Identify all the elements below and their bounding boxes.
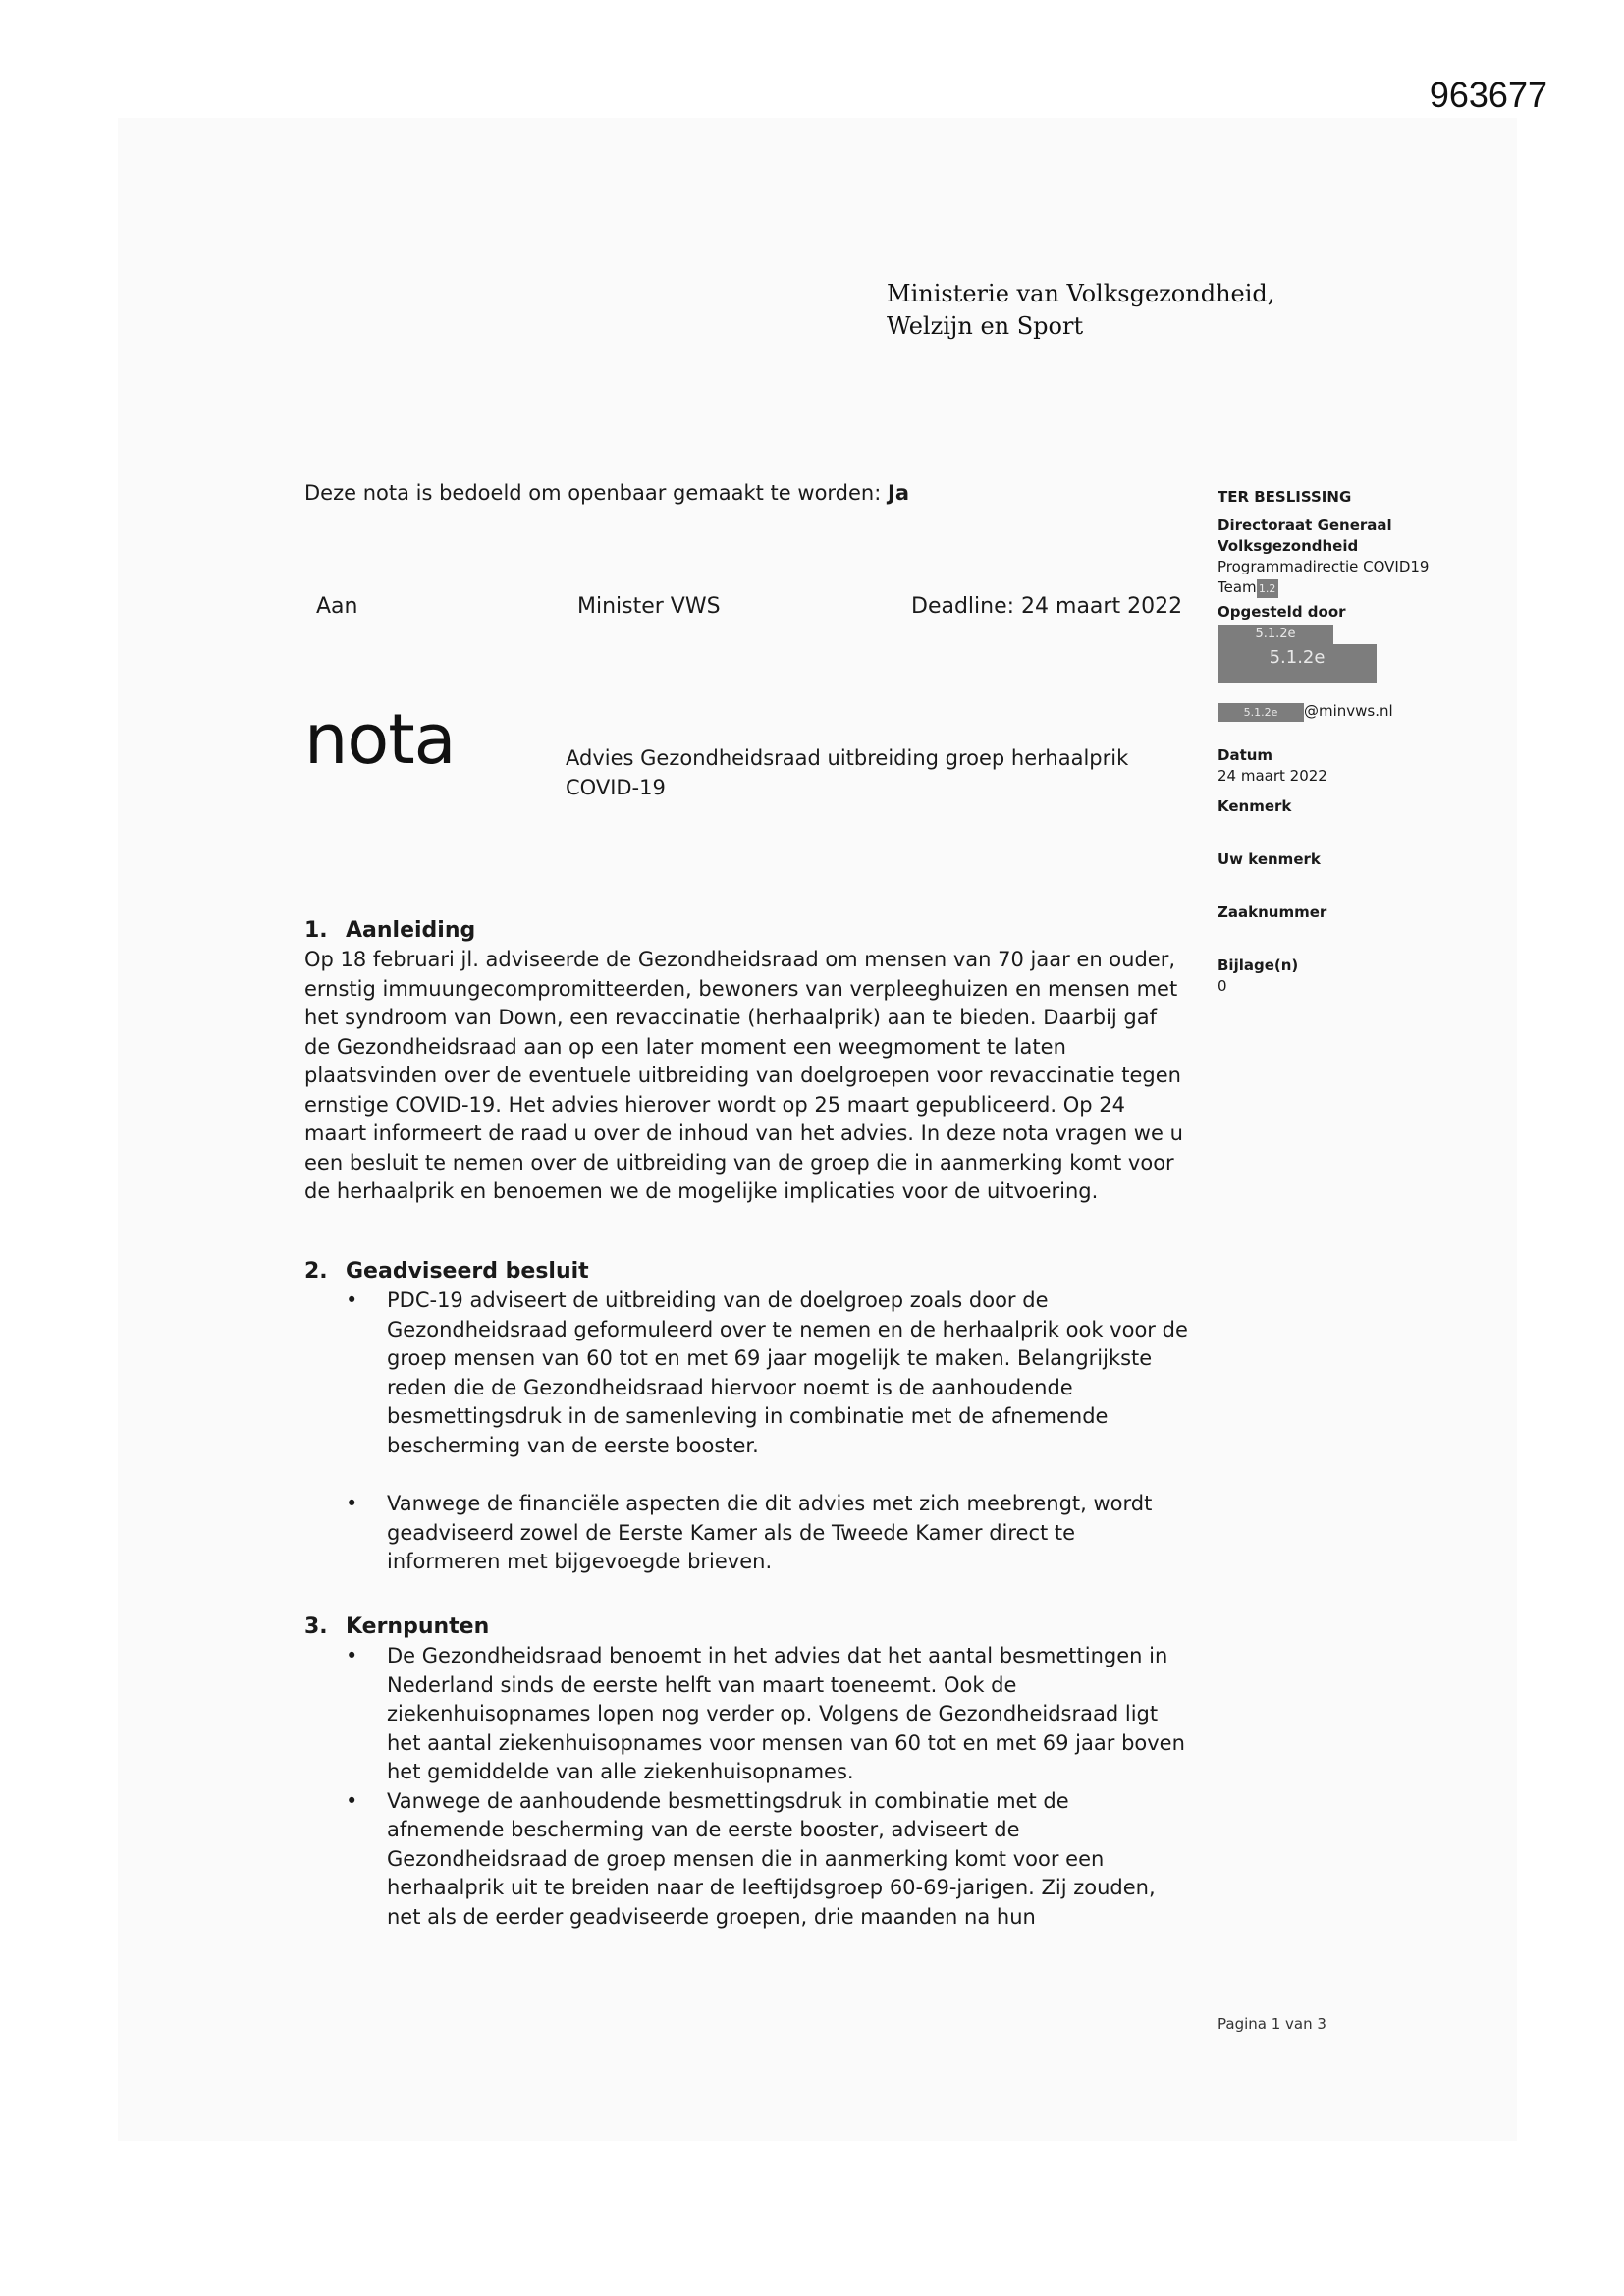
openbaar-label: Deze nota is bedoeld om openbaar gemaakt te worden: <box>304 481 882 505</box>
list-item <box>304 1490 1188 1577</box>
opgesteld-redaction-large: 5.1.2e <box>1218 644 1377 683</box>
bijlagen-value: 0 <box>1218 977 1227 995</box>
programmadirectie: Programmadirectie COVID19 <box>1218 558 1430 575</box>
section-title: Aanleiding <box>346 918 476 943</box>
opgesteld-label: Opgesteld door <box>1218 603 1346 621</box>
section-paragraph: Op 18 februari jl. adviseerde de Gezondheidsraad om mensen van 70 jaar en ouder, ernstig immuungecompromitteerden, bewoners van verpleeghuizen en mensen met het syndroom van Down, een revaccinatie (herhaalprik) aan te bieden. Daarbij gaf de Gezondheidsraad aan op een later moment een weegmoment te laten plaatsvinden over de eventuele uitbreiding van doelgroepen voor revaccinatie tegen ernstige COVID-19. Het advies hierover wordt op 25 maart gepubliceerd. Op 24 maart informeert de raad u over de inhoud van het advies. In deze nota vragen we u een besluit te nemen over de uitbreiding van de groep die in aanmerking komt voor de herhaalprik en benoemen we de mogelijke implicaties voor de uitvoering. <box>304 948 1183 1203</box>
bullet-icon: • <box>346 1788 358 1813</box>
section-geadviseerd-besluit <box>304 1256 1188 1577</box>
list-item-text: PDC-19 adviseert de uitbreiding van de doelgroep zoals door de Gezondheidsraad geformuleerd over te nemen en de herhaalprik ook voor de groep mensen van 60 tot en met 69 jaar mogelijk te maken. Belangrijkste reden die de Gezondheidsraad hiervoor noemt is de aanhoudende besmettingsdruk in de samenleving in combinatie met de afnemende bescherming van de eerste booster. <box>387 1288 1188 1457</box>
ministry-line-1: Ministerie van Volksgezondheid, <box>887 280 1275 307</box>
email-redaction: 5.1.2e <box>1218 703 1304 722</box>
list-item <box>304 1787 1188 1933</box>
section-heading <box>304 1612 1188 1642</box>
opgesteld-redaction-small: 5.1.2e <box>1218 625 1333 644</box>
section-title: Geadviseerd besluit <box>346 1259 589 1284</box>
zaaknummer-label: Zaaknummer <box>1218 903 1327 921</box>
section-heading <box>304 915 1188 946</box>
directoraat-line-1: Directoraat Generaal <box>1218 517 1392 534</box>
ter-beslissing: TER BESLISSING <box>1218 488 1352 506</box>
bullet-list <box>304 1642 1188 1932</box>
bullet-icon: • <box>346 1644 358 1667</box>
team-label: Team <box>1218 578 1257 596</box>
list-item-text: Vanwege de financiële aspecten die dit advies met zich meebrengt, wordt geadviseerd zowel de Eerste Kamer als de Tweede Kamer direct te informeren met bijgevoegde brieven. <box>387 1492 1153 1573</box>
aan-label: Aan <box>316 594 358 619</box>
section-title: Kernpunten <box>346 1614 490 1639</box>
openbaar-value: Ja <box>888 481 909 505</box>
bullet-icon: • <box>346 1288 358 1312</box>
sidebar <box>1218 487 1443 997</box>
subject-title: Advies Gezondheidsraad uitbreiding groep herhaalprik COVID-19 <box>566 746 1129 799</box>
bullet-icon: • <box>346 1492 358 1515</box>
section-aanleiding <box>304 915 1188 1207</box>
team-redaction: 1.2 <box>1257 579 1278 598</box>
aan-value: Minister VWS <box>577 594 721 619</box>
section-kernpunten <box>304 1612 1188 1932</box>
bijlagen-label: Bijlage(n) <box>1218 957 1299 974</box>
team-line <box>1218 577 1443 598</box>
ministry-logo-text <box>887 278 1274 343</box>
datum-value: 24 maart 2022 <box>1218 767 1327 785</box>
directoraat-line-2: Volksgezondheid <box>1218 537 1359 555</box>
bullet-list <box>304 1286 1188 1577</box>
nota-title: nota <box>304 699 456 780</box>
section-heading <box>304 1256 1188 1286</box>
section-number: 2. <box>304 1259 328 1284</box>
email-domain: @minvws.nl <box>1304 702 1393 720</box>
list-item <box>304 1642 1188 1787</box>
list-item-text: Vanwege de aanhoudende besmettingsdruk in combinatie met de afnemende bescherming van de eerste booster, adviseert de Gezondheidsraad de groep mensen die in aanmerking komt voor een herhaalprik uit te breiden naar de leeftijdsgroep 60-69-jarigen. Zij zouden, net als de eerder geadviseerde groepen, drie maanden na hun <box>387 1788 1156 1929</box>
email-line <box>1218 701 1443 722</box>
datum-label: Datum <box>1218 746 1273 764</box>
document-id: 963677 <box>1429 75 1547 115</box>
section-number: 1. <box>304 918 328 943</box>
list-item-text: De Gezondheidsraad benoemt in het advies dat het aantal besmettingen in Nederland sinds de eerste helft van maart toeneemt. Ook de ziekenhuisopnames lopen nog verder op. Volgens de Gezondheidsraad ligt het aantal ziekenhuisopnames voor mensen van 60 tot en met 69 jaar boven het gemiddelde van alle ziekenhuisopnames. <box>387 1644 1185 1783</box>
ministry-line-2: Welzijn en Sport <box>887 312 1084 340</box>
kenmerk-label: Kenmerk <box>1218 797 1292 815</box>
uw-kenmerk-label: Uw kenmerk <box>1218 850 1321 868</box>
section-number: 3. <box>304 1614 328 1639</box>
list-item <box>304 1286 1188 1460</box>
deadline: Deadline: 24 maart 2022 <box>911 594 1183 619</box>
openbaar-statement <box>304 481 909 505</box>
page-number: Pagina 1 van 3 <box>1218 2015 1326 2033</box>
